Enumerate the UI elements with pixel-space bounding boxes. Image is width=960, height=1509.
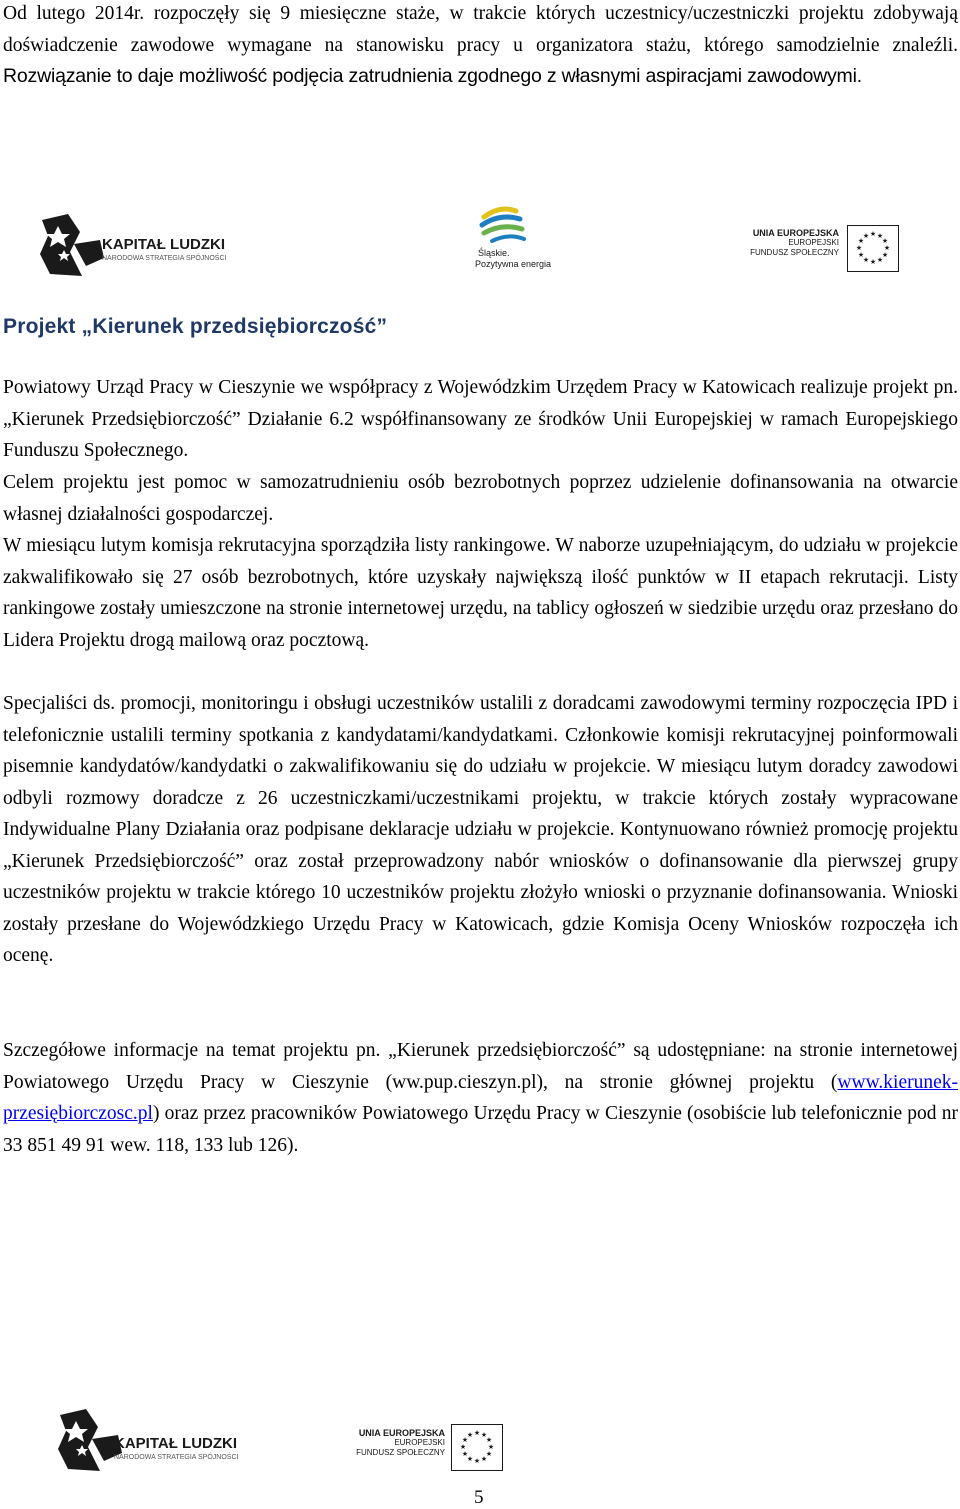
footer-kapital-ludzki-emblem-icon [58,1409,122,1471]
svg-text:★: ★ [480,1431,488,1439]
intro-text-2: Rozwiązanie to daje możliwość podjęcia zatrudnienia zgodnego z własnymi aspiracjami zawodowymi. [3,65,862,87]
page-number: 5 [474,1487,484,1508]
efs-line-1: EUROPEJSKI [788,238,839,248]
svg-text:★: ★ [487,1443,495,1451]
body-paragraph-2: Celem projektu jest pomoc w samozatrudnieniu osób bezrobotnych poprzez udzielenie dofinansowania na otwarcie własnej działalności gospodarczej. [3,472,958,525]
eu-flag-icon [847,225,899,272]
project-website-link[interactable]: www.kierunek-przesiębiorczosc.pl [3,1071,958,1124]
body-paragraph-5 [3,1035,958,1161]
svg-text:★: ★ [862,256,870,264]
svg-text:★: ★ [876,256,884,264]
svg-text:★: ★ [461,1436,469,1444]
contact-text-2: ) oraz przez pracowników Powiatowego Urzędu Pracy w Cieszynie (osobiście lub telefonicznie pod nr 33 851 49 91 wew. 118, 133 lub 126). [3,1103,958,1156]
footer-efs-line-1: EUROPEJSKI [394,1438,445,1448]
svg-text:★: ★ [480,1455,488,1463]
footer-ue-efs-logo [333,1424,518,1474]
slaskie-emblem-icon [470,203,560,247]
svg-text:★: ★ [857,237,865,245]
svg-text:★: ★ [862,232,870,240]
footer-ue-name: UNIA EUROPEJSKA [358,1428,445,1438]
svg-text:★: ★ [881,251,889,259]
contact-text-1: Szczegółowe informacje na temat projektu pn. „Kierunek przedsiębiorczość” są udostępniane: na stronie internetowej Powiatowego Urzędu Pracy w Cieszynie (ww.pup.cieszyn.pl), na stronie głównej projektu ( [3,1040,958,1093]
kapital-ludzki-logo [40,214,260,276]
svg-text:★: ★ [855,244,863,252]
footer-kapital-ludzki-subtitle: NARODOWA STRATEGIA SPÓJNOŚCI [114,1454,239,1461]
svg-text:★: ★ [876,232,884,240]
footer-efs-line-2: FUNDUSZ SPOŁECZNY [356,1447,445,1457]
intro-text-1: Od lutego 2014r. rozpoczęły się 9 miesięczne staże, w trakcie których uczestnicy/uczestniczki projektu zdobywają doświadczenie zawodowe wymagane na stanowisku pracy u organizatora stażu, którego samodzielnie znaleźli. [3,3,958,56]
svg-text:★: ★ [485,1450,493,1458]
svg-text:★: ★ [466,1431,474,1439]
ue-name: UNIA EUROPEJSKA [752,228,839,238]
body-paragraph-1: Powiatowy Urząd Pracy w Cieszynie we współpracy z Wojewódzkim Urzędem Pracy w Katowicach realizuje projekt pn. „Kierunek Przedsiębiorczość” Działanie 6.2 współfinansowany ze środków Unii Europejskiej w ramach Europejskiego Funduszu Społecznego. [3,377,958,461]
body-paragraph-4: Specjaliści ds. promocji, monitoringu i obsługi uczestników ustalili z doradcami zawodowymi terminy rozpoczęcia IPD i telefonicznie ustalili terminy spotkania z kandydatami/kandydatkami. Członkowie komisji rekrutacyjnej poinformowali pisemnie kandydatów/kandydatki o zakwalifikowaniu się do udziału w projekcie. W miesiącu lutym doradcy zawodowi odbyli rozmowy doradcze z 26 uczestniczkami/uczestnikami projektu, w trakcie których zostały wypracowane Indywidualne Plany Działania oraz podpisane deklaracje udziału w projekcie. Kontynuowano również promocję projektu „Kierunek Przedsiębiorczość” oraz został przeprowadzony nabór wniosków o dofinansowanie dla pierwszej grupy uczestników projektu w trakcie którego 10 uczestników projektu złożyło wnioski o przyznanie dofinansowania. Wnioski zostały przesłane do Wojewódzkiego Urzędu Pracy w Katowicach, gdzie Komisja Oceny Wniosków rozpoczęła ich ocenę. [3,693,958,966]
ue-efs-logo [723,225,903,275]
svg-text:★: ★ [869,258,877,266]
svg-text:★: ★ [857,251,865,259]
efs-line-2: FUNDUSZ SPOŁECZNY [750,247,839,257]
footer-kapital-ludzki-name: KAPITAŁ LUDZKI [114,1435,238,1452]
kapital-ludzki-name: KAPITAŁ LUDZKI [102,236,226,253]
svg-text:★: ★ [473,1457,481,1465]
svg-text:★: ★ [459,1443,467,1451]
kapital-ludzki-subtitle: NARODOWA STRATEGIA SPÓJNOŚCI [102,255,227,262]
svg-text:★: ★ [473,1429,481,1437]
slaskie-subtitle: Pozytywna energia [475,258,552,269]
svg-text:★: ★ [466,1455,474,1463]
footer-kapital-ludzki-logo [58,1409,278,1473]
project-title: Projekt „Kierunek przedsiębiorczość” [3,315,388,338]
intro-paragraph [3,0,958,93]
kapital-ludzki-emblem-icon [40,214,104,276]
footer-eu-flag-icon [451,1424,503,1471]
slaskie-name: Śląskie. [478,248,510,258]
svg-text:★: ★ [883,244,891,252]
svg-text:★: ★ [869,230,877,238]
body-paragraph-3: W miesiącu lutym komisja rekrutacyjna sporządziła listy rankingowe. W naborze uzupełniającym, do udziału w projekcie zakwalifikowało się 27 osób bezrobotnych, które uzyskały największą ilość punktów w II etapach rekrutacji. Listy rankingowe zostały umieszczone na stronie internetowej urzędu, na tablicy ogłoszeń w siedzibie urzędu oraz przesłano do Lidera Projektu drogą mailową oraz pocztową. [3,535,958,651]
svg-text:★: ★ [881,237,889,245]
svg-text:★: ★ [485,1436,493,1444]
svg-text:★: ★ [461,1450,469,1458]
slaskie-logo [470,203,560,275]
